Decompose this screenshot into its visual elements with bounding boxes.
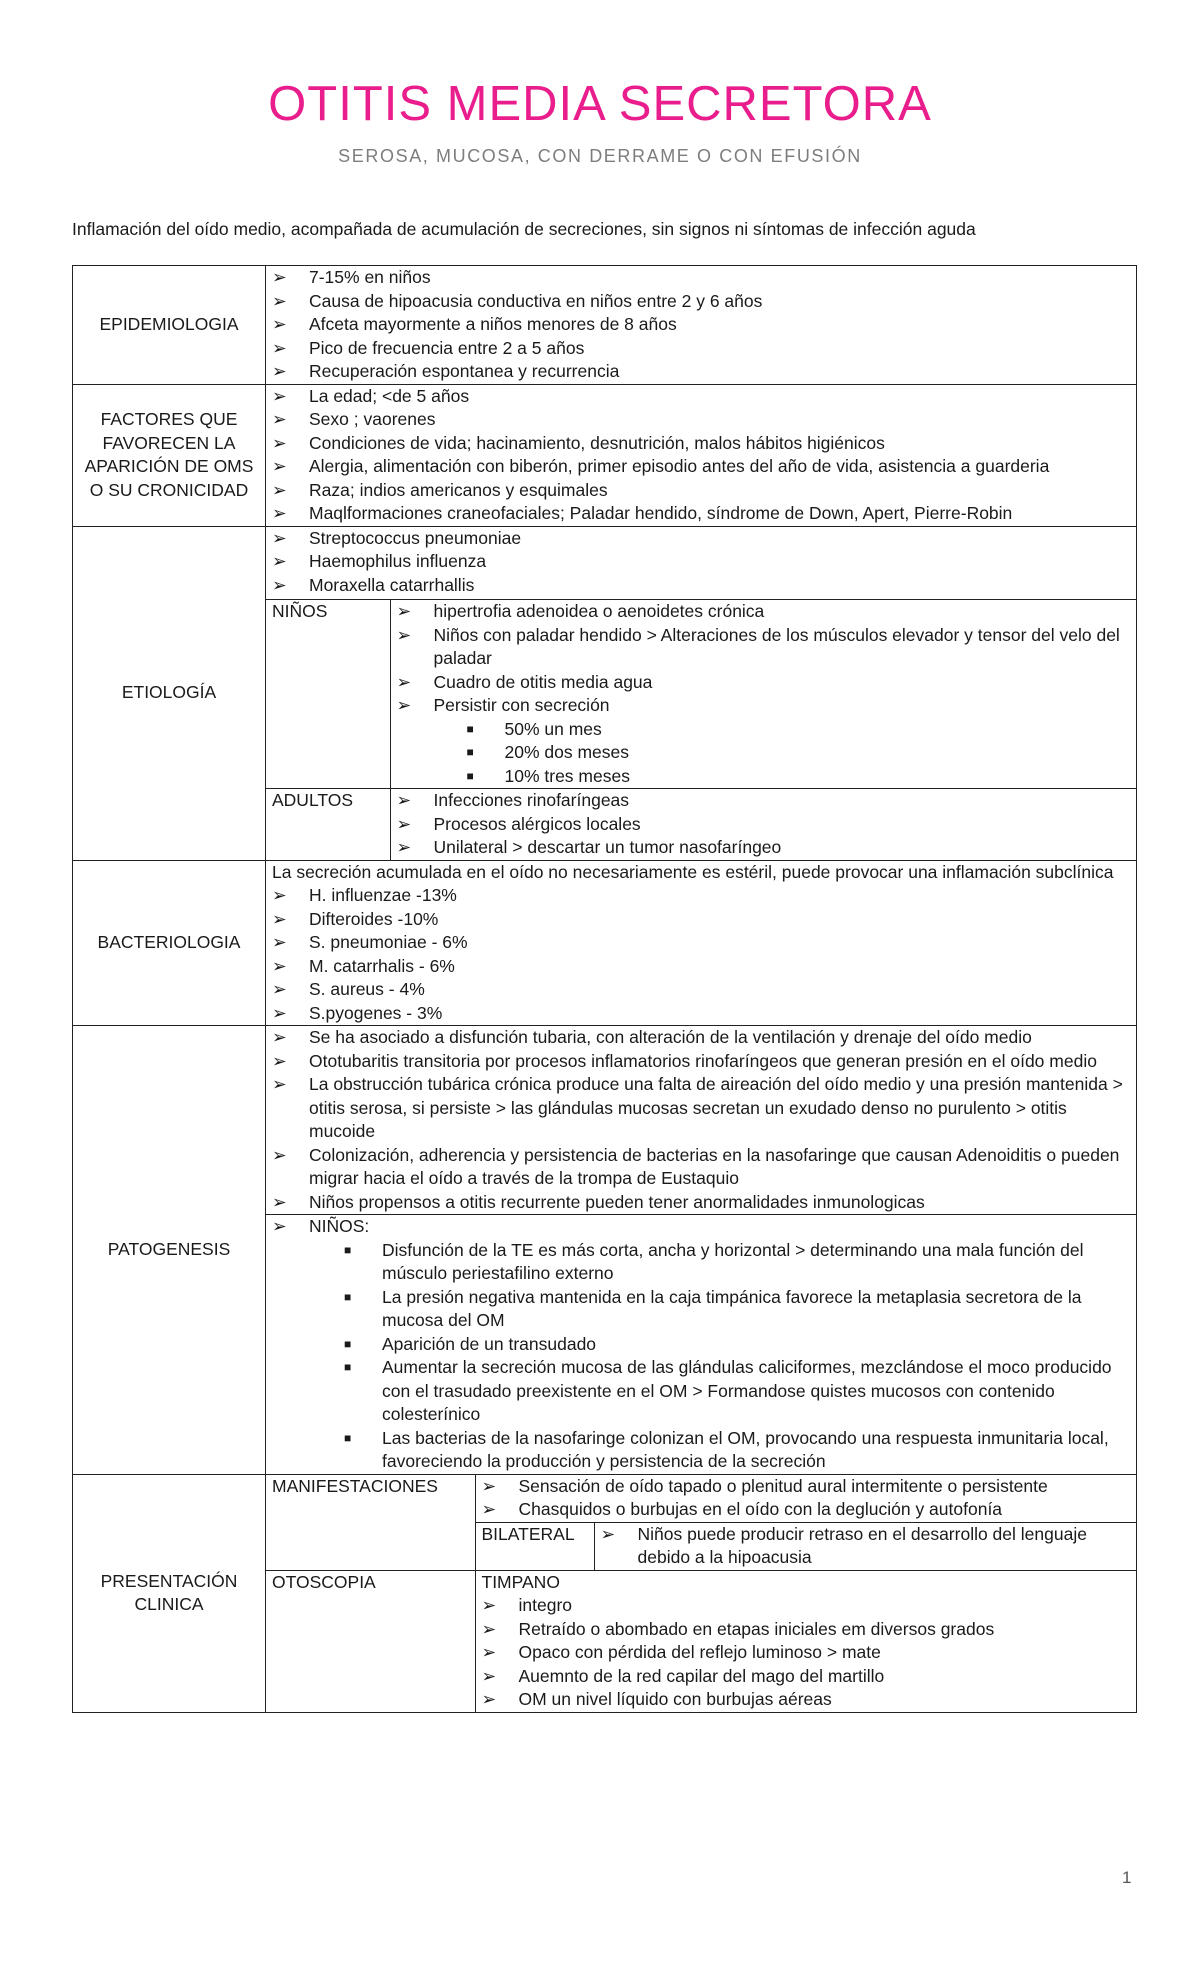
list-item-text: Procesos alérgicos locales [433,813,641,834]
etiologia-adultos-label: ADULTOS [266,789,390,860]
etiologia-adultos-list [397,789,1133,860]
list-item [397,813,1133,837]
patogenesis-ninos-list [272,1239,1132,1474]
bacteriologia-intro: La secreción acumulada en el oído no necesariamente es estéril, puede provocar una inflamación subclínica [272,861,1114,882]
list-item-text: H. influenzae -13% [309,885,457,905]
list-item [272,1050,1132,1074]
list-item-text: Causa de hipoacusia conductiva en niños entre 2 y 6 años [309,290,763,311]
presentacion-subtable [266,1475,1136,1712]
label-presentacion: PRESENTACIÓN CLINICA [73,1474,266,1712]
summary-table [72,265,1137,1713]
list-item-text: Moraxella catarrhallis [309,574,475,595]
list-item [482,1498,1133,1522]
square-bullet-icon: ■ [466,768,474,783]
list-item-text: 10% tres meses [504,765,630,786]
label-factores: FACTORES QUE FAVORECEN LA APARICIÓN DE OMS O SU CRONICIDAD [73,384,266,526]
arrow-bullet-icon: ➢ [272,290,287,311]
list-item [272,978,1132,1002]
square-bullet-icon: ■ [344,1289,352,1304]
list-item [272,574,1132,598]
arrow-bullet-icon: ➢ [481,1665,497,1686]
arrow-bullet-icon: ➢ [272,503,287,523]
list-item [272,527,1132,551]
list-item-text: Auemnto de la red capilar del mago del martillo [518,1665,885,1686]
intro-text: Inflamación del oído medio, acompañada de acumulación de secreciones, sin signos ni síntomas de infección aguda [72,219,976,239]
list-item [397,694,1133,718]
list-item-text: La edad; <de 5 años [309,385,470,406]
row-patogenesis [73,1026,1137,1475]
list-item [272,479,1132,503]
bilateral-list [601,1523,1133,1570]
row-etiologia [73,526,1137,860]
list-item-text: La obstrucción tubárica crónica produce una falta de aireación del oído medio y una presión mantenida > otitis serosa, si persiste > las glándulas mucosas secretan un exudado denso no purulento > otitis mucoide [309,1074,1123,1141]
list-item-text: La presión negativa mantenida en la caja timpánica favorece la metaplasia secretora de la mucosa del OM [382,1286,1082,1330]
bilateral-label: BILATERAL [475,1522,594,1570]
list-item-text: Haemophilus influenza [309,551,487,571]
list-item-text: Condiciones de vida; hacinamiento, desnutrición, malos hábitos higiénicos [309,432,885,453]
list-item-text: Disfunción de la TE es más corta, ancha y horizontal > determinando una mala función del músculo periestafilino externo [382,1239,1084,1283]
arrow-bullet-icon: ➢ [396,695,412,715]
list-item-text: Aumentar la secreción mucosa de las glándulas caliciformes, mezclándose el moco producido con el trasudado preexistente en el OM > Formandose quistes mucosos con contenido colesterínico [382,1357,1112,1424]
list-item [272,313,1132,337]
list-item-text: Niños propensos a otitis recurrente pueden tener anormalidades inmunologicas [309,1191,925,1212]
square-bullet-icon: ■ [344,1430,352,1445]
etiologia-list [272,527,1132,598]
arrow-bullet-icon: ➢ [481,1642,497,1662]
list-item [272,908,1132,932]
arrow-bullet-icon: ➢ [272,908,287,929]
arrow-bullet-icon: ➢ [272,527,287,548]
arrow-bullet-icon: ➢ [272,456,287,476]
timpano-heading: TIMPANO [481,1571,560,1592]
list-item-text: Cuadro de otitis media agua [433,671,653,692]
list-item [272,337,1132,361]
arrow-bullet-icon: ➢ [396,671,412,692]
arrow-bullet-icon: ➢ [272,1002,287,1023]
list-item-text: Difteroides -10% [309,908,439,929]
list-item [482,1618,1133,1642]
list-item [272,1191,1132,1215]
arrow-bullet-icon: ➢ [600,1523,616,1544]
list-item [272,884,1132,908]
arrow-bullet-icon: ➢ [272,479,287,500]
list-item [467,741,1133,765]
list-item-text: Opaco con pérdida del reflejo luminoso > mate [518,1642,881,1662]
arrow-bullet-icon: ➢ [272,1027,287,1047]
row-bacteriologia [73,860,1137,1026]
list-item [272,931,1132,955]
list-item [467,765,1133,789]
list-item-text: S. aureus - 4% [309,979,425,999]
arrow-bullet-icon: ➢ [481,1595,497,1615]
list-item-text: Afceta mayormente a niños menores de 8 años [309,314,677,334]
arrow-bullet-icon: ➢ [481,1618,497,1639]
list-item [272,290,1132,314]
list-item [272,955,1132,979]
list-item-text: 50% un mes [504,718,602,739]
arrow-bullet-icon: ➢ [272,1216,287,1236]
page-title: OTITIS MEDIA SECRETORA [268,77,932,131]
list-item-text: Raza; indios americanos y esquimales [309,479,608,500]
list-item-text: Maqlformaciones craneofaciales; Paladar hendido, síndrome de Down, Apert, Pierre-Robin [309,503,1013,523]
arrow-bullet-icon: ➢ [396,790,412,810]
label-epidemiologia: EPIDEMIOLOGIA [73,266,266,385]
list-item [272,455,1132,479]
arrow-bullet-icon: ➢ [272,361,287,381]
page-subtitle: SEROSA, MUCOSA, CON DERRAME O CON EFUSIÓN [338,146,862,166]
list-item [272,502,1132,526]
list-item-text: Retraído o abombado en etapas iniciales em diversos grados [518,1618,995,1639]
arrow-bullet-icon: ➢ [272,267,287,287]
list-item-text: hipertrofia adenoidea o aenoidetes crónica [433,601,765,621]
list-item-text: Ototubaritis transitoria por procesos inflamatorios rinofaríngeos que generan presión en el oído medio [309,1050,1097,1071]
list-item [397,624,1133,671]
etiologia-ninos-label: NIÑOS [266,600,390,789]
list-item-text: Streptococcus pneumoniae [309,527,522,548]
list-item [344,1239,1132,1286]
etiologia-subtable [266,599,1136,860]
etiologia-ninos-list [397,600,1133,718]
square-bullet-icon: ■ [344,1336,352,1351]
otoscopia-label: OTOSCOPIA [266,1570,475,1712]
arrow-bullet-icon: ➢ [272,1050,287,1071]
arrow-bullet-icon: ➢ [272,409,287,429]
list-item [397,789,1133,813]
list-item [467,718,1133,742]
arrow-bullet-icon: ➢ [272,551,287,571]
arrow-bullet-icon: ➢ [272,385,287,406]
list-item-text: M. catarrhalis - 6% [309,955,455,976]
list-item-text: Infecciones rinofaríngeas [433,790,630,810]
list-item [272,266,1132,290]
list-item [601,1523,1133,1570]
row-epidemiologia [73,266,1137,385]
list-item [272,1026,1132,1050]
list-item-text: Aparición de un transudado [382,1333,597,1354]
list-item [344,1427,1132,1474]
patogenesis-ninos-label: NIÑOS: [309,1216,370,1236]
list-item [397,836,1133,860]
list-item-text: Niños con paladar hendido > Alteraciones de los músculos elevador y tensor del velo del paladar [433,624,1120,668]
list-item [272,385,1132,409]
list-item-text: S. pneumoniae - 6% [309,932,468,952]
page-number: 1 [1122,1868,1132,1887]
list-item [272,360,1132,384]
arrow-bullet-icon: ➢ [272,1074,287,1094]
list-item-text: Persistir con secreción [433,695,610,715]
arrow-bullet-icon: ➢ [396,624,412,645]
list-item [344,1333,1132,1357]
otoscopia-list [482,1594,1133,1712]
list-item [272,432,1132,456]
factores-list [272,385,1132,526]
arrow-bullet-icon: ➢ [272,932,287,952]
list-item-text: Chasquidos o burbujas en el oído con la deglución y autofonía [518,1499,1003,1519]
list-item-text: OM un nivel líquido con burbujas aéreas [518,1689,832,1709]
list-item-text: Recuperación espontanea y recurrencia [309,361,620,381]
arrow-bullet-icon: ➢ [272,432,287,453]
square-bullet-icon: ■ [466,745,474,759]
manifestaciones-label: MANIFESTACIONES [272,1475,438,1496]
list-item-text: Las bacterias de la nasofaringe colonizan el OM, provocando una respuesta inmunitaria local, favoreciendo la producción y persistencia de la secreción [382,1427,1109,1471]
arrow-bullet-icon: ➢ [481,1499,497,1519]
list-item-text: Sensación de oído tapado o plenitud aural intermitente o persistente [518,1475,1048,1496]
arrow-bullet-icon: ➢ [272,337,287,358]
label-patogenesis: PATOGENESIS [73,1026,266,1475]
list-item-text: 7-15% en niños [309,267,431,287]
list-item [272,1144,1132,1191]
arrow-bullet-icon: ➢ [396,601,412,621]
manifestaciones-list [482,1475,1133,1522]
list-item-text: Sexo ; vaorenes [309,409,436,429]
bacteriologia-list [272,884,1132,1025]
arrow-bullet-icon: ➢ [396,813,412,834]
arrow-bullet-icon: ➢ [272,1144,287,1165]
list-item [397,671,1133,695]
arrow-bullet-icon: ➢ [272,314,287,334]
list-item-text: Alergia, alimentación con biberón, primer episodio antes del año de vida, asistencia a guarderia [309,456,1050,476]
square-bullet-icon: ■ [344,1360,352,1374]
list-item [482,1594,1133,1618]
list-item-text: integro [518,1595,573,1615]
patogenesis-ninos-heading [272,1215,1132,1239]
list-item [397,600,1133,624]
arrow-bullet-icon: ➢ [272,955,287,976]
square-bullet-icon: ■ [344,1242,352,1257]
arrow-bullet-icon: ➢ [481,1475,497,1496]
list-item [482,1688,1133,1712]
patogenesis-list [272,1026,1132,1214]
list-item [272,408,1132,432]
list-item-text: Pico de frecuencia entre 2 a 5 años [309,337,585,358]
label-etiologia: ETIOLOGÍA [73,526,266,860]
label-bacteriologia: BACTERIOLOGIA [73,860,266,1026]
arrow-bullet-icon: ➢ [272,885,287,905]
list-item [344,1356,1132,1427]
list-item [482,1665,1133,1689]
etiologia-ninos-sublist [397,718,1133,789]
epidemiologia-list [272,266,1132,384]
list-item-text: Niños puede producir retraso en el desarrollo del lenguaje debido a la hipoacusia [637,1523,1087,1567]
list-item-text: 20% dos meses [504,742,630,762]
list-item [482,1475,1133,1499]
arrow-bullet-icon: ➢ [272,979,287,999]
list-item [272,1073,1132,1144]
list-item-text: Unilateral > descartar un tumor nasofaríngeo [433,837,782,857]
row-factores [73,384,1137,526]
list-item [482,1641,1133,1665]
arrow-bullet-icon: ➢ [272,574,287,595]
list-item-text: Colonización, adherencia y persistencia de bacterias en la nasofaringe que causan Adenoiditis o pueden migrar hacia el oído a través de la trompa de Eustaquio [309,1144,1120,1188]
list-item [272,1002,1132,1026]
list-item [344,1286,1132,1333]
list-item [272,550,1132,574]
square-bullet-icon: ■ [466,721,474,736]
arrow-bullet-icon: ➢ [481,1689,497,1709]
list-item-text: S.pyogenes - 3% [309,1002,443,1023]
arrow-bullet-icon: ➢ [396,837,412,857]
row-presentacion [73,1474,1137,1712]
list-item-text: Se ha asociado a disfunción tubaria, con alteración de la ventilación y drenaje del oído medio [309,1027,1032,1047]
arrow-bullet-icon: ➢ [272,1191,287,1212]
